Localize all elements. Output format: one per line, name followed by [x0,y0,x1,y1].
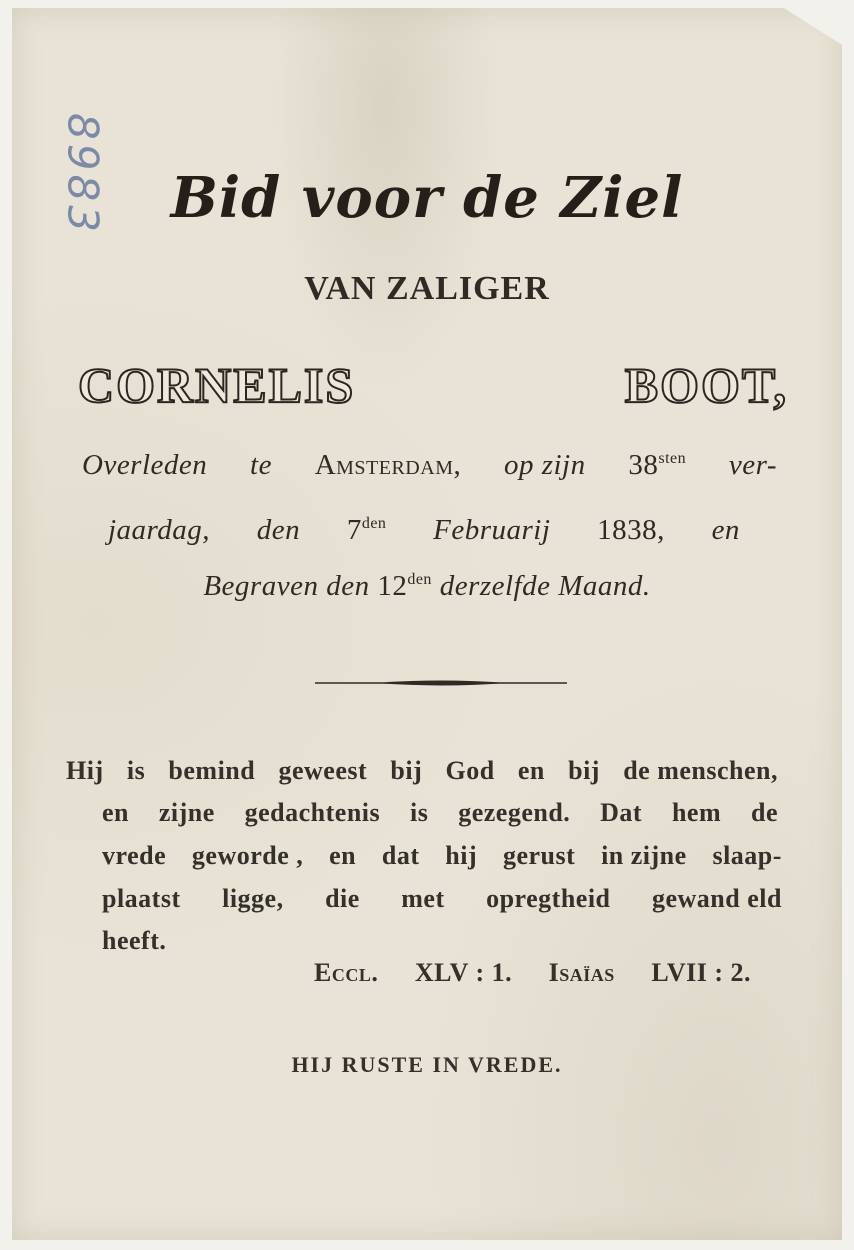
verse-word: hem [671,798,722,827]
death-word: den [256,514,301,546]
age-suffix: sten [658,450,687,467]
verse-word: gezegend. [458,798,571,827]
card-subheading: VAN ZALIGER [304,270,550,307]
verse-word: gedachtenis [244,798,381,827]
death-year: 1838, [597,514,665,546]
death-word: te [250,449,272,481]
verse-word: geweest [278,756,368,785]
death-day: 7 [346,514,362,546]
death-word: jaardag, [108,514,211,546]
verse-word: en [517,756,545,785]
verse-word: bij [390,756,423,785]
card-heading: Bid voor de Ziel [170,165,684,231]
verse-line-1 [66,756,778,786]
verse-word: gerust [502,841,576,870]
verse-word: is [410,798,429,827]
first-name: CORNELIS [78,357,356,413]
death-word: ver- [728,449,777,481]
reference-verse: XLV : 1. [414,958,513,987]
verse-line-5 [102,926,166,956]
verse-word: en [329,841,357,870]
reference-verse: LVII : 2. [651,958,751,987]
reference-book: Eccl. [314,958,379,987]
closing-line: HIJ RUSTE IN VREDE. [291,1052,563,1077]
burial-day: 12 [377,570,408,602]
verse-word: geworde , [191,841,304,870]
verse-word: God [445,756,495,785]
death-day-suffix: den [361,515,387,532]
verse-word: die [325,884,360,913]
age-number: 38 [628,449,659,481]
last-name: BOOT, [624,357,788,413]
death-word: op zijn [503,449,586,481]
deceased-name [78,356,788,414]
verse-word: slaap- [712,841,782,870]
verse-line-2 [102,798,778,828]
burial-word: derzelfde Maand. [439,570,651,602]
death-month: Februarij [433,514,551,546]
verse-word: Dat [600,798,643,827]
burial-word: Begraven den [203,570,370,602]
verse-word: gewand eld [651,884,782,913]
burial-day-suffix: den [407,571,432,588]
verse-word: de menschen, [623,756,778,785]
verse-word: Hij [66,756,104,785]
verse-word: met [401,884,445,913]
death-word: en [711,514,740,546]
verse-word: bemind [168,756,256,785]
verse-word: de [750,798,778,827]
death-line-2 [108,514,740,547]
verse-word: en [102,798,129,827]
death-word: Overleden [82,449,208,481]
verse-word: is [126,756,146,785]
verse-word: ligge, [222,884,284,913]
verse-word: hij [445,841,478,870]
verse-word: in zijne [601,841,687,870]
verse-line-3 [102,841,782,871]
scripture-references [314,958,751,988]
verse-word: zijne [158,798,215,827]
verse-word: bij [568,756,600,785]
verse-word: heeft. [102,926,167,955]
verse-word: vrede [102,841,167,870]
verse-word: dat [381,841,420,870]
ornamental-divider [315,676,567,690]
reference-book: Isaïas [548,958,615,987]
death-line-1 [82,449,777,482]
verse-line-4 [102,884,782,914]
death-city: Amsterdam, [314,449,462,481]
inventory-number: 8983 [58,113,108,236]
burial-line [0,570,854,603]
verse-word: opregtheid [486,884,611,913]
verse-word: plaatst [102,884,181,913]
